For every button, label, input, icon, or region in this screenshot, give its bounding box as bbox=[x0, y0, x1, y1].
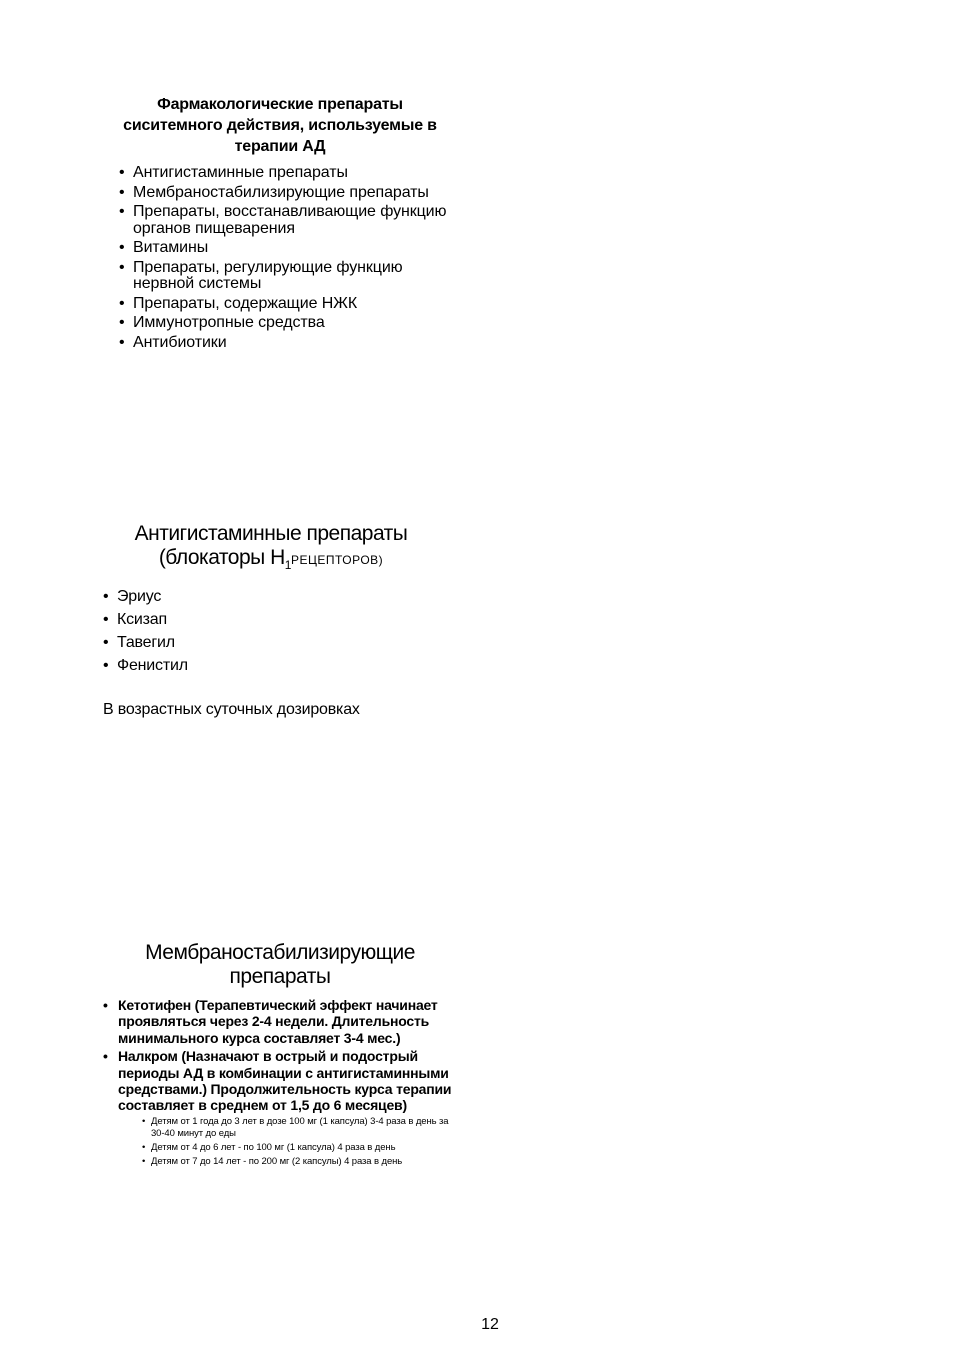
list-item-text: Налкром (Назначают в острый и подострый периоды АД в комбинации с антигистаминными средствами.) Продолжительность курса терапии составляет в среднем от 1,5 до 6 месяцев) bbox=[118, 1048, 452, 1114]
section-title: Антигистаминные препараты bbox=[134, 522, 408, 545]
title-line: терапии АД bbox=[234, 138, 326, 155]
list-item: • Антигистаминные препараты bbox=[133, 165, 460, 182]
antihistamine-list bbox=[117, 587, 446, 676]
section-title bbox=[100, 94, 460, 157]
membrane-stabilizer-list bbox=[118, 997, 460, 1168]
subtitle-subscript: 1 bbox=[284, 558, 291, 573]
list-item: • Эриус bbox=[117, 587, 446, 607]
title-line: препараты bbox=[229, 965, 331, 988]
list-item: • Препараты, регулирующие функцию нервной системы bbox=[133, 260, 460, 293]
page-number: 12 bbox=[481, 1316, 499, 1333]
section-subtitle bbox=[96, 546, 446, 577]
subtitle-close: ) bbox=[378, 553, 384, 567]
list-item: • Фенистил bbox=[117, 656, 446, 676]
list-item: • Иммунотропные средства bbox=[133, 315, 460, 332]
section-membrane-stabilizers bbox=[100, 941, 460, 1170]
list-item bbox=[118, 997, 460, 1046]
sublist-item: • Детям от 4 до 6 лет - по 100 мг (1 капсула) 4 раза в день bbox=[151, 1142, 460, 1154]
section-systemic-drugs bbox=[100, 94, 460, 354]
dosage-sublist bbox=[151, 1116, 460, 1168]
list-item: • Препараты, восстанавливающие функцию органов пищеварения bbox=[133, 204, 460, 237]
list-item: • Ксизап bbox=[117, 610, 446, 630]
list-item bbox=[118, 1048, 460, 1168]
subtitle-main: (блокаторы Н bbox=[158, 546, 285, 569]
title-line: Мембраностабилизирующие bbox=[145, 941, 415, 964]
section-antihistamines bbox=[96, 522, 446, 720]
dosage-note: В возрастных суточных дозировках bbox=[103, 701, 360, 719]
sublist-item: • Детям от 7 до 14 лет - по 200 мг (2 капсулы) 4 раза в день bbox=[151, 1156, 460, 1168]
subtitle-small-caps: РЕЦЕПТОРОВ bbox=[290, 553, 379, 567]
list-item: • Антибиотики bbox=[133, 335, 460, 352]
list-item-text: Кетотифен (Терапевтический эффект начинает проявляться через 2-4 недели. Длительность минимального курса составляет 3-4 мес.) bbox=[118, 997, 438, 1046]
list-item: • Мембраностабилизирующие препараты bbox=[133, 185, 460, 202]
list-item: • Витамины bbox=[133, 240, 460, 257]
title-line: Фармакологические препараты bbox=[157, 96, 403, 113]
section-title bbox=[100, 941, 460, 989]
title-line: сиситемного действия, используемые в bbox=[123, 117, 437, 134]
drug-group-list bbox=[133, 165, 460, 351]
list-item: • Препараты, содержащие НЖК bbox=[133, 296, 460, 313]
sublist-item: • Детям от 1 года до 3 лет в дозе 100 мг (1 капсула) 3-4 раза в день за 30-40 минут до еды bbox=[151, 1116, 460, 1140]
list-item: • Тавегил bbox=[117, 633, 446, 653]
